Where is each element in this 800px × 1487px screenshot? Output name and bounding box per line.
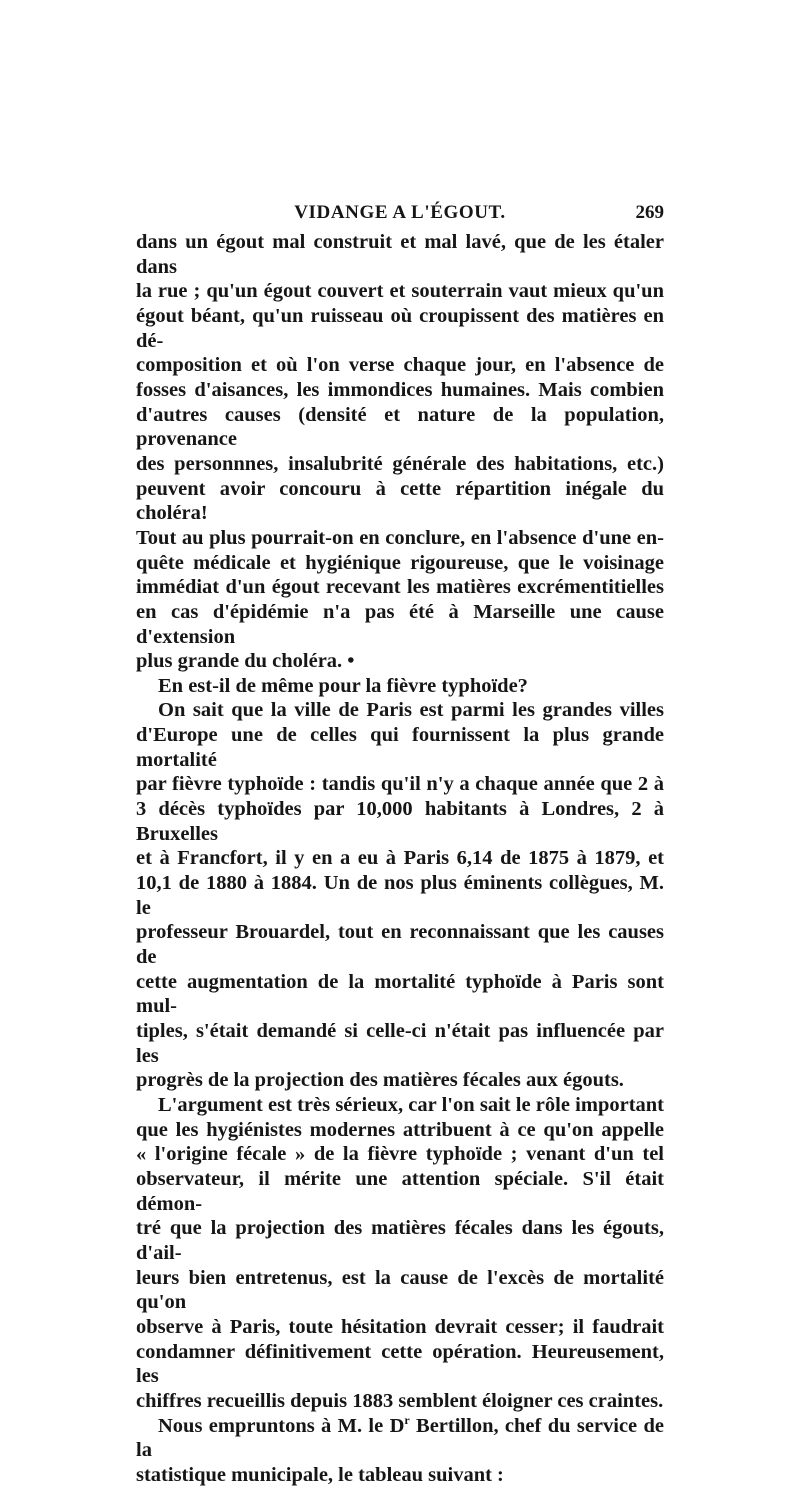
text-line: dans un égout mal construit et mal lavé, que de les étaler dans [136,231,664,278]
text-line: égout béant, qu'un ruisseau où croupissent des matières en dé- [136,304,664,352]
text-line: On sait que la ville de Paris est parmi les grandes villes [158,699,664,722]
text-line: observe à Paris, toute hésitation devrait cesser; il faudrait [136,1315,664,1338]
paragraph-3-end [136,1068,664,1093]
paragraph-5-end [136,1463,664,1487]
paragraph-5 [136,1414,664,1463]
body-text [136,230,664,1487]
paragraph-2 [136,674,664,699]
text-line: plus grande du choléra. • [136,650,355,673]
text-line: par fièvre typhoïde : tandis qu'il n'y a chaque année que 2 à [136,773,664,796]
text-line: d'Europe une de celles qui fournissent la plus grande mortalité [136,724,664,771]
superscript: r [404,1412,410,1427]
text-line: des personnnes, insalubrité générale des habitations, etc.) [136,452,664,475]
running-header [136,198,664,228]
paragraph-1-end [136,649,664,674]
text-line: Nous empruntons à M. le D [158,1414,405,1437]
text-line: observateur, il mérite une attention spéciale. S'il était démon- [136,1167,664,1215]
text-line: d'autres causes (densité et nature de la population, provenance [136,403,664,451]
text-line: cette augmentation de la mortalité typhoïde à Paris sont mul- [136,970,664,1018]
text-line: condamner définitivement cette opération. Heureusement, les [136,1340,664,1388]
text-line: en cas d'épidémie n'a pas été à Marseille une cause d'extension [136,600,664,648]
page-number: 269 [635,202,664,223]
text-line: professeur Brouardel, tout en reconnaissant que les causes de [136,921,664,969]
text-line: L'argument est très sérieux, car l'on sait le rôle important [158,1093,664,1116]
text-line: leurs bien entretenus, est la cause de l'excès de mortalité qu'on [136,1266,664,1314]
text-line: progrès de la projection des matières fécales aux égouts. [136,1069,624,1092]
text-line: statistique municipale, le tableau suivant : [136,1463,504,1486]
paragraph-3-body [136,723,664,1068]
text-line: quête médicale et hygiénique rigoureuse, que le voisinage [136,551,664,574]
text-line: et à Francfort, il y en a eu à Paris 6,14 de 1875 à 1879, et [136,847,664,870]
text-line: Bertillon, chef du service de la [136,1414,664,1462]
text-line: composition et où l'on verse chaque jour, en l'absence de [136,354,664,377]
text-line: 3 décès typhoïdes par 10,000 habitants à Londres, 2 à Bruxelles [136,798,664,845]
text-line: peuvent avoir concouru à cette répartition inégale du choléra! [136,477,664,525]
text-line: chiffres recueillis depuis 1883 semblent éloigner ces craintes. [136,1389,664,1412]
text-line: tré que la projection des matières fécales dans les égouts, d'ail- [136,1217,664,1264]
text-line: fosses d'aisances, les immondices humaines. Mais combien [136,378,664,401]
text-line: tiples, s'était demandé si celle-ci n'était pas influencée par les [136,1020,664,1067]
text-line: la rue ; qu'un égout couvert et souterrain vaut mieux qu'un [136,280,664,303]
text-line: Tout au plus pourrait-on en conclure, en l'absence d'une en- [136,526,664,549]
paragraph-4-end [136,1389,664,1414]
text-line: « l'origine fécale » de la fièvre typhoïde ; venant d'un tel [136,1143,664,1166]
text-line: En est-il de même pour la fièvre typhoïde? [158,674,528,697]
text-line: 10,1 de 1880 à 1884. Un de nos plus éminents collègues, M. le [136,872,664,919]
paragraph-4 [136,1093,664,1118]
running-title: VIDANGE A L'ÉGOUT. [294,202,506,223]
paragraph-4-body [136,1118,664,1389]
paragraph-1 [136,230,664,649]
text-line: que les hygiénistes modernes attribuent à ce qu'on appelle [136,1118,664,1141]
paragraph-3 [136,698,664,723]
text-line: immédiat d'un égout recevant les matières excrémentitielles [136,576,664,599]
